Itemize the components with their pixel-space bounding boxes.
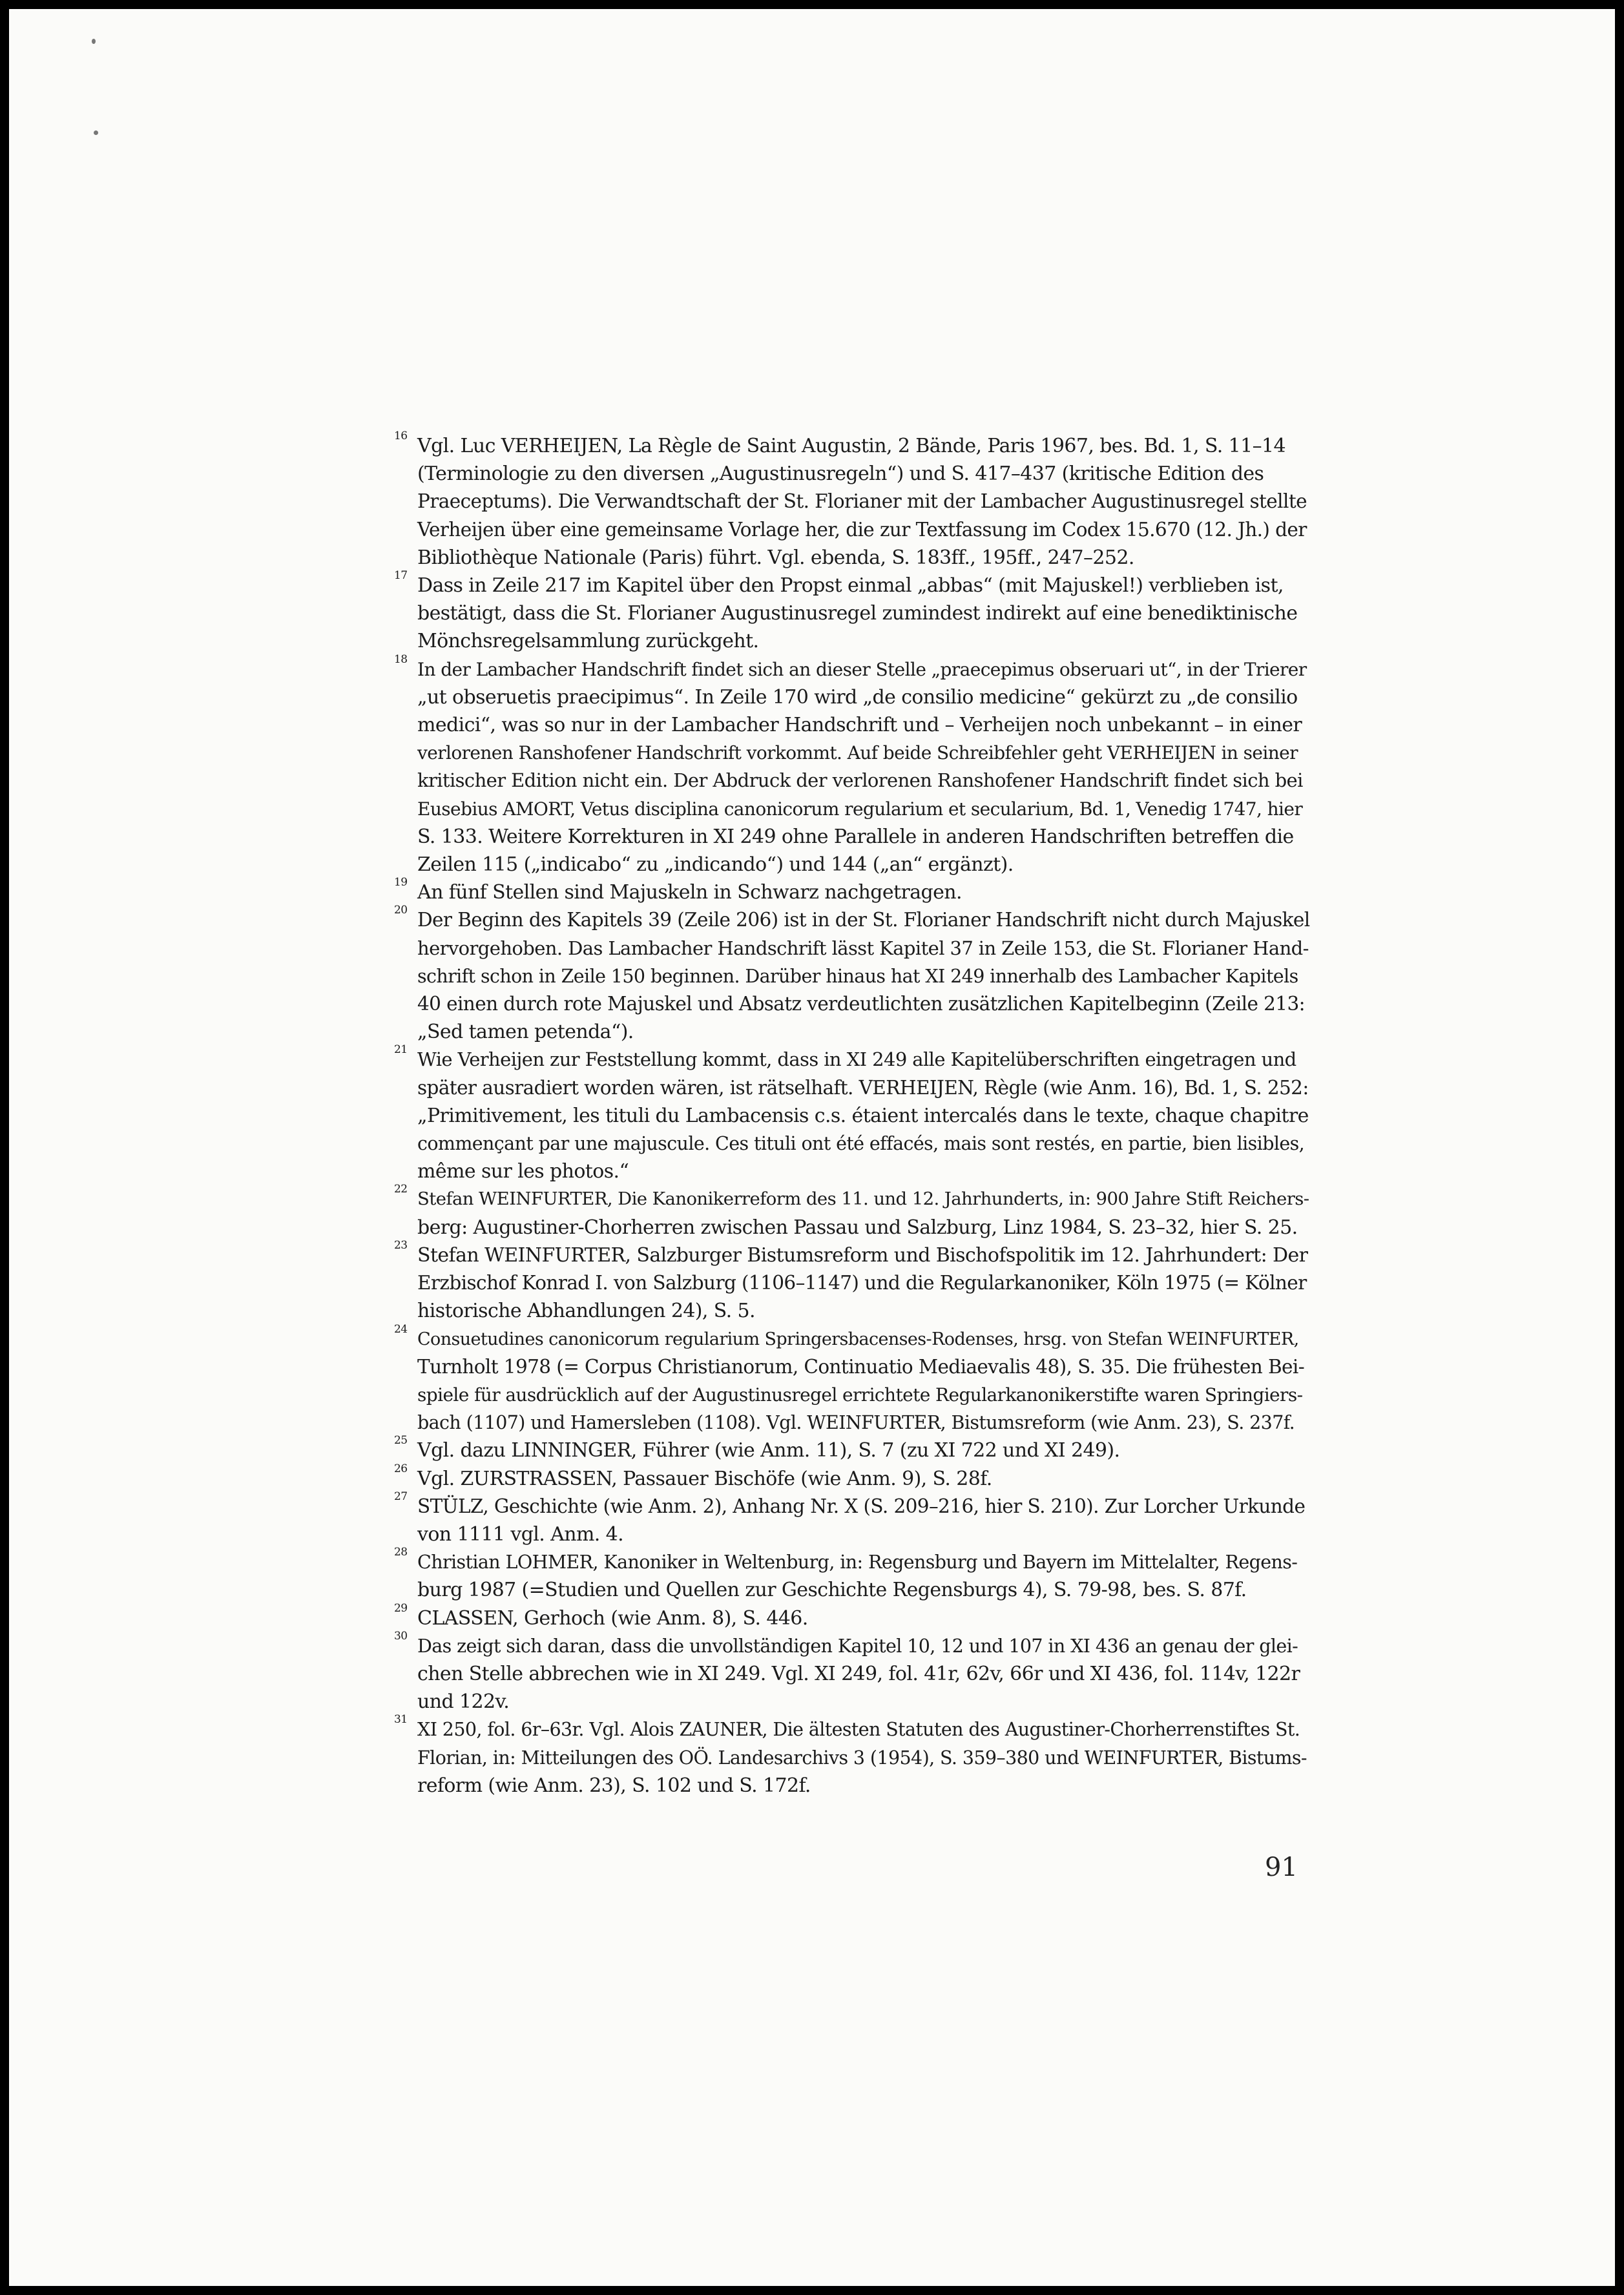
footnote-text	[417, 1632, 1310, 1716]
footnote-text	[417, 656, 1310, 879]
footnote-line: Das zeigt sich daran, dass die unvollständigen Kapitel 10, 12 und 107 in XI 436 an genau der glei-	[417, 1635, 1298, 1657]
footnote-line: „Primitivement, les tituli du Lambacensis c.s. étaient intercalés dans le texte, chaque chapitre	[417, 1104, 1309, 1127]
footnote-text	[417, 1185, 1310, 1241]
footnote-number: 17	[394, 569, 408, 583]
footnote-number: 27	[394, 1490, 408, 1503]
footnote-line: bestätigt, dass die St. Florianer Augustinusregel zumindest indirekt auf eine benediktinische	[417, 602, 1298, 625]
footnote-line: An fünf Stellen sind Majuskeln in Schwarz nachgetragen.	[417, 881, 962, 904]
footnote-line: bach (1107) und Hamersleben (1108). Vgl. WEINFURTER, Bistumsreform (wie Anm. 23), S. 237f.	[417, 1412, 1295, 1434]
footnote-line: Vgl. dazu LINNINGER, Führer (wie Anm. 11), S. 7 (zu XI 722 und XI 249).	[417, 1439, 1120, 1462]
footnote-16	[394, 432, 1310, 572]
footnote-line: Bibliothèque Nationale (Paris) führt. Vgl. ebenda, S. 183ff., 195ff., 247–252.	[417, 546, 1134, 569]
scan-speck	[94, 130, 98, 135]
footnote-line: kritischer Edition nicht ein. Der Abdruck der verlorenen Ranshofener Handschrift findet sich bei	[417, 769, 1303, 792]
footnote-line: Vgl. ZURSTRASSEN, Passauer Bischöfe (wie Anm. 9), S. 28f.	[417, 1467, 992, 1490]
footnote-29	[394, 1601, 1310, 1632]
footnote-line: spiele für ausdrücklich auf der Augustinusregel errichtete Regularkanonikerstifte waren Springiers-	[417, 1384, 1303, 1406]
footnote-line: „ut obseruetis praecipimus“. In Zeile 170 wird „de consilio medicine“ gekürzt zu „de consilio	[417, 685, 1298, 709]
footnote-27	[394, 1490, 1310, 1548]
footnote-line: Der Beginn des Kapitels 39 (Zeile 206) ist in der St. Florianer Handschrift nicht durch Majuskel	[417, 909, 1310, 931]
footnote-number: 25	[394, 1434, 408, 1448]
footnote-line: Consuetudines canonicorum regularium Springersbacenses-Rodenses, hrsg. von Stefan WEINFURTER,	[417, 1329, 1299, 1349]
footnote-text	[417, 1465, 1310, 1493]
footnote-text	[417, 906, 1310, 1046]
footnote-line: Christian LOHMER, Kanoniker in Weltenburg, in: Regensburg und Bayern im Mittelalter, Regens-	[417, 1552, 1298, 1573]
footnote-line: Eusebius AMORT, Vetus disciplina canonicorum regularium et secularium, Bd. 1, Venedig 1747, hier	[417, 798, 1303, 820]
footnote-line: „Sed tamen petenda“).	[417, 1021, 634, 1044]
footnote-line: Turnholt 1978 (= Corpus Christianorum, Continuatio Mediaevalis 48), S. 35. Die frühesten Bei-	[417, 1355, 1305, 1378]
footnote-18	[394, 652, 1310, 879]
footnote-number: 23	[394, 1238, 408, 1252]
footnote-line: Praeceptums). Die Verwandtschaft der St. Florianer mit der Lambacher Augustinusregel stellte	[417, 490, 1307, 513]
footnote-line: STÜLZ, Geschichte (wie Anm. 2), Anhang Nr. X (S. 209–216, hier S. 210). Zur Lorcher Urkunde	[417, 1495, 1306, 1517]
footnote-number: 19	[394, 876, 408, 889]
footnote-line: Stefan WEINFURTER, Salzburger Bistumsreform und Bischofspolitik im 12. Jahrhundert: Der	[417, 1243, 1308, 1267]
footnote-number: 16	[394, 430, 408, 442]
footnote-line: Wie Verheijen zur Feststellung kommt, dass in XI 249 alle Kapitelüberschriften eingetragen und	[417, 1048, 1296, 1071]
footnote-line: S. 133. Weitere Korrekturen in XI 249 ohne Parallele in anderen Handschriften betreffen die	[417, 825, 1294, 848]
footnote-text	[417, 1548, 1310, 1604]
footnote-text	[417, 1325, 1310, 1437]
footnote-24	[394, 1322, 1310, 1437]
footnote-line: Mönchsregelsammlung zurückgeht.	[417, 630, 759, 653]
footnote-text	[417, 432, 1310, 572]
footnote-30	[394, 1629, 1310, 1716]
page-number: 91	[1265, 1853, 1298, 1882]
page	[9, 9, 1615, 2286]
footnote-text	[417, 1493, 1310, 1548]
footnote-line: XI 250, fol. 6r–63r. Vgl. Alois ZAUNER, Die ältesten Statuten des Augustiner-Chorherrenstiftes St.	[417, 1719, 1300, 1741]
footnote-21	[394, 1043, 1310, 1185]
footnote-line: von 1111 vgl. Anm. 4.	[417, 1522, 624, 1546]
footnote-25	[394, 1434, 1310, 1464]
scan-speck	[92, 39, 96, 44]
footnote-text	[417, 878, 1310, 906]
footnote-17	[394, 569, 1310, 656]
footnote-line: CLASSEN, Gerhoch (wie Anm. 8), S. 446.	[417, 1606, 808, 1630]
footnote-line: burg 1987 (=Studien und Quellen zur Geschichte Regensburgs 4), S. 79-98, bes. S. 87f.	[417, 1579, 1247, 1602]
footnote-22	[394, 1185, 1310, 1241]
footnote-19	[394, 878, 1310, 906]
footnote-number: 29	[394, 1601, 408, 1615]
footnote-line: hervorgehoben. Das Lambacher Handschrift lässt Kapitel 37 in Zeile 153, die St. Florianer Hand-	[417, 937, 1309, 959]
footnote-line: Stefan WEINFURTER, Die Kanonikerreform des 11. und 12. Jahrhunderts, in: 900 Jahre Stift Reichers-	[417, 1189, 1309, 1210]
footnote-line: In der Lambacher Handschrift findet sich an dieser Stelle „praecepimus obseruari ut“, in der Trierer	[417, 658, 1307, 680]
footnote-line: reform (wie Anm. 23), S. 102 und S. 172f.	[417, 1774, 811, 1797]
footnote-line: Florian, in: Mitteilungen des OÖ. Landesarchivs 3 (1954), S. 359–380 und WEINFURTER, Bistums-	[417, 1747, 1307, 1769]
footnote-number: 21	[394, 1043, 408, 1057]
footnote-line: und 122v.	[417, 1690, 510, 1714]
footnote-number: 28	[394, 1546, 408, 1559]
footnote-31	[394, 1713, 1310, 1800]
footnote-line: commençant par une majuscule. Ces tituli ont été effacés, mais sont restés, en partie, bien lisibles,	[417, 1133, 1305, 1155]
footnote-line: 40 einen durch rote Majuskel und Absatz verdeutlichten zusätzlichen Kapitelbeginn (Zeile 213:	[417, 993, 1305, 1015]
footnote-number: 30	[394, 1629, 408, 1643]
footnote-number: 26	[394, 1462, 408, 1475]
footnote-line: Zeilen 115 („indicabo“ zu „indicando“) und 144 („an“ ergänzt).	[417, 853, 1014, 877]
footnote-text	[417, 1604, 1310, 1632]
footnote-28	[394, 1548, 1310, 1604]
footnote-number: 31	[394, 1713, 408, 1727]
footnote-line: Vgl. Luc VERHEIJEN, La Règle de Saint Augustin, 2 Bände, Paris 1967, bes. Bd. 1, S. 11–14	[417, 435, 1286, 457]
footnote-line: historische Abhandlungen 24), S. 5.	[417, 1300, 755, 1323]
footnote-text	[417, 1437, 1310, 1464]
footnote-line: schrift schon in Zeile 150 beginnen. Darüber hinaus hat XI 249 innerhalb des Lambacher Kapitels	[417, 965, 1298, 987]
footnote-line: Erzbischof Konrad I. von Salzburg (1106–1147) und die Regularkanoniker, Köln 1975 (= Kölner	[417, 1272, 1307, 1294]
footnote-line: chen Stelle abbrechen wie in XI 249. Vgl. XI 249, fol. 41r, 62v, 66r und XI 436, fol. 114v, 122r	[417, 1662, 1300, 1685]
footnote-20	[394, 906, 1310, 1046]
footnote-line: verlorenen Ranshofener Handschrift vorkommt. Auf beide Schreibfehler geht VERHEIJEN in seiner	[417, 742, 1298, 764]
footnote-text	[417, 1241, 1310, 1325]
footnote-number: 18	[394, 652, 408, 666]
footnote-text	[417, 1716, 1310, 1800]
footnote-number: 24	[394, 1322, 408, 1336]
footnote-line: Dass in Zeile 217 im Kapitel über den Propst einmal „abbas“ (mit Majuskel!) verblieben ist,	[417, 574, 1284, 597]
footnote-line: später ausradiert worden wären, ist rätselhaft. VERHEIJEN, Règle (wie Anm. 16), Bd. 1, S. 252:	[417, 1076, 1309, 1099]
footnote-line: (Terminologie zu den diversen „Augustinusregeln“) und S. 417–437 (kritische Edition des	[417, 462, 1264, 486]
footnote-23	[394, 1238, 1310, 1325]
footnote-line: Verheijen über eine gemeinsame Vorlage her, die zur Textfassung im Codex 15.670 (12. Jh.) der	[417, 518, 1307, 541]
footnote-26	[394, 1462, 1310, 1493]
footnote-number: 22	[394, 1183, 408, 1196]
footnote-line: medici“, was so nur in der Lambacher Handschrift und – Verheijen noch unbekannt – in einer	[417, 714, 1302, 737]
footnote-text	[417, 1046, 1310, 1185]
footnote-line: même sur les photos.“	[417, 1160, 629, 1183]
footnote-text	[417, 572, 1310, 656]
footnote-line: berg: Augustiner-Chorherren zwischen Passau und Salzburg, Linz 1984, S. 23–32, hier S. 25.	[417, 1216, 1298, 1239]
footnote-number: 20	[394, 904, 408, 917]
footnotes-section	[394, 432, 1310, 1800]
